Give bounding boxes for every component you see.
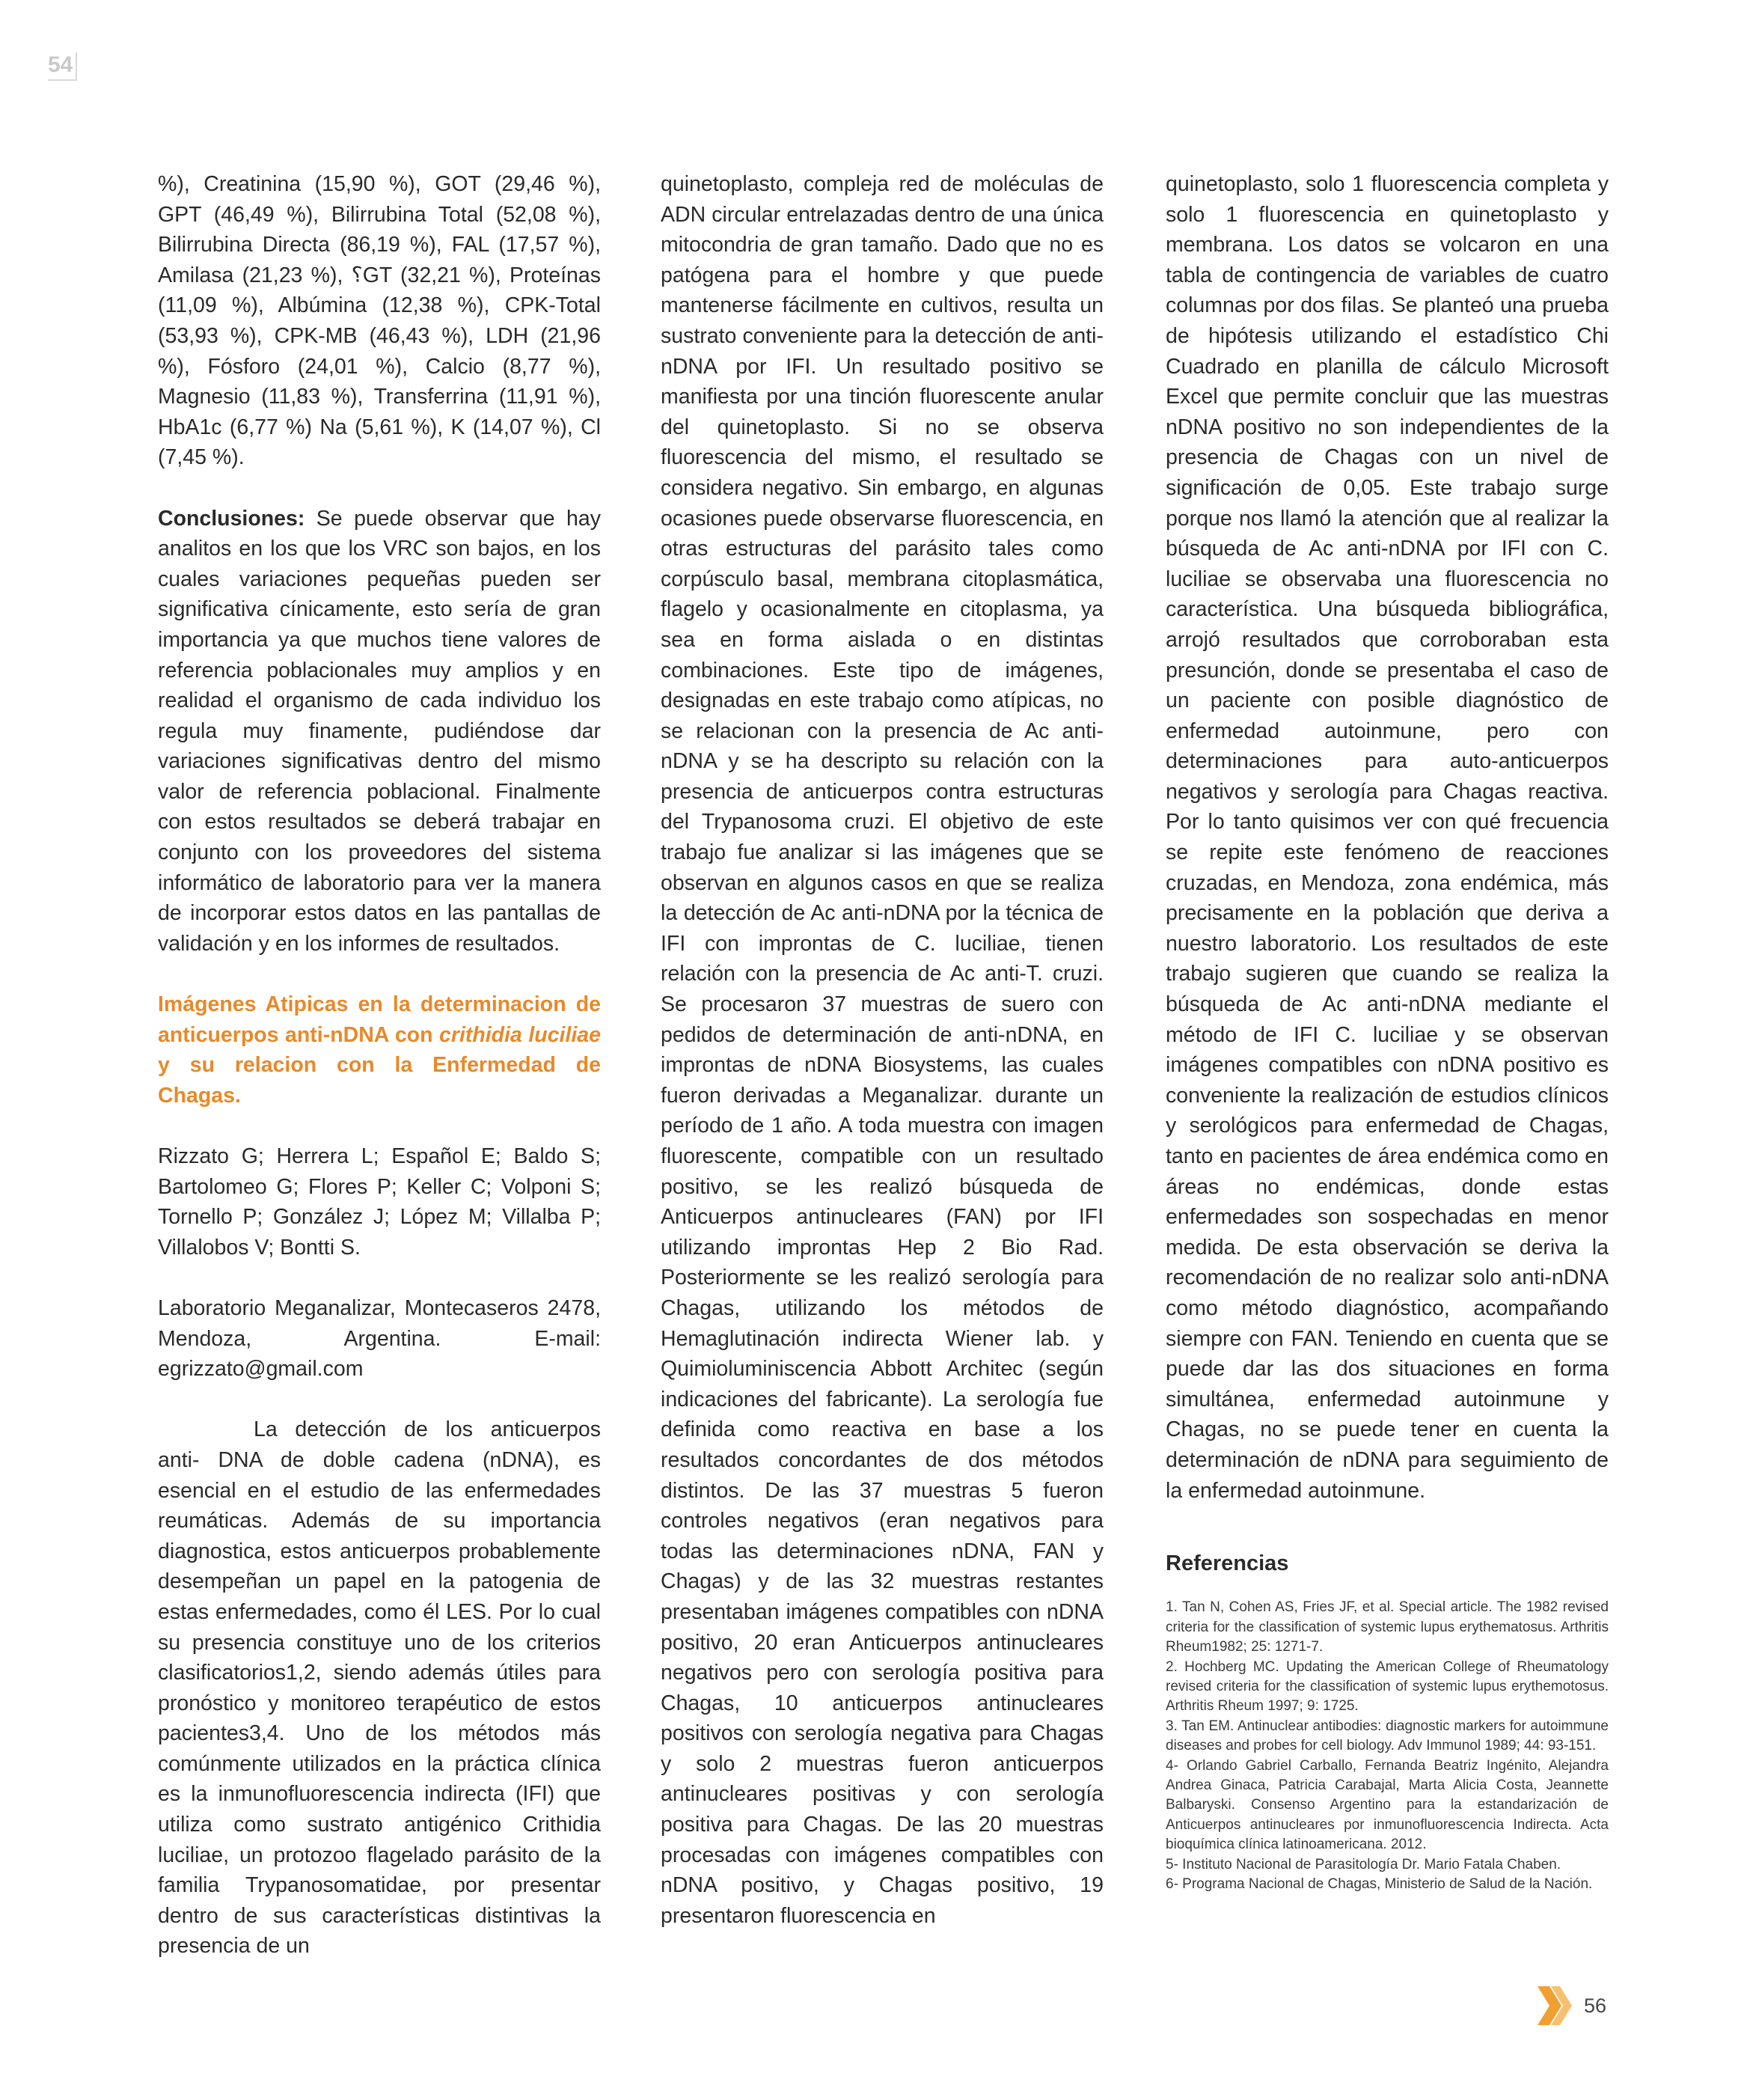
column-3 xyxy=(1166,169,1609,1894)
references-list xyxy=(1166,1598,1609,1894)
double-chevron-right-icon xyxy=(1538,1986,1575,2025)
column-1 xyxy=(158,169,601,1962)
intro-paragraph: La detección de los anticuerpos anti- DNA de doble cadena (nDNA), es esencial en el estudio de las enfermedades reumáticas. Además de su importancia diagnostica, estos anticuerpos probablemente desempeñan un papel en la patogenia de estas enfermedades, como él LES. Por lo cual su presencia constituye uno de los criterios clasificatorios1,2, siendo además útiles para pronóstico y monitoreo terapéutico de estos pacientes3,4. Uno de los métodos más comúnmente utilizados en la práctica clínica es la inmunofluorescencia indirecta (IFI) que utiliza como sustrato antigénico Crithidia luciliae, un protozoo flagelado parásito de la familia Trypanosomatidae, por presentar dentro de sus características distintivas la presencia de un xyxy=(158,1417,601,1959)
reference-item: 1. Tan N, Cohen AS, Fries JF, et al. Special article. The 1982 revised criteria for the classification of systemic lupus erythematosus. Arthritis Rheum1982; 25: 1271-7. xyxy=(1166,1599,1609,1655)
conclusions-label: Conclusiones: xyxy=(158,506,305,531)
methods-paragraph: quinetoplasto, compleja red de moléculas de ADN circular entrelazadas dentro de una única mitocondria de gran tamaño. Dado que no es patógena para el hombre y que puede mantenerse fácilmente en cultivos, resulta un sustrato conveniente para la detección de anti-nDNA por IFI. Un resultado positivo se manifiesta por una tinción fluorescente anular del quinetoplasto. Si no se observa fluorescencia del mismo, el resultado se considera negativo. Sin embargo, en algunas ocasiones puede observarse fluorescencia, en otras estructuras del parásito tales como corpúsculo basal, membrana citoplasmática, flagelo y ocasionalmente en citoplasma, ya sea en forma aislada o en distintas combinaciones. Este tipo de imágenes, designadas en este trabajo como atípicas, no se relacionan con la presencia de Ac anti-nDNA y se ha descripto su relación con la presencia de anticuerpos contra estructuras del Trypanosoma cruzi. El objetivo de este trabajo fue analizar si las imágenes que se observan en algunos casos en que se realiza la detección de Ac anti-nDNA por la técnica de IFI con improntas de C. luciliae, tienen relación con la presencia de Ac anti-T. cruzi. Se procesaron 37 muestras de suero con pedidos de determinación de anti-nDNA, en improntas de nDNA Biosystems, las cuales fueron derivadas a Meganalizar. durante un período de 1 año. A toda muestra con imagen fluorescente, compatible con un resultado positivo, se les realizó búsqueda de Anticuerpos antinucleares (FAN) por IFI utilizando improntas Hep 2 Bio Rad. Posteriormente se les realizó serología para Chagas, utilizando los métodos de Hemaglutinación indirecta Wiener lab. y Quimioluminiscencia Abbott Architec (según indicaciones del fabricante). La serología fue definida como reactiva en base a los resultados concordantes de dos métodos distintos. De las 37 muestras 5 fueron controles negativos (eran negativos para todas las determinaciones nDNA, FAN y Chagas) y de las 32 muestras restantes presentaban imágenes compatibles con nDNA positivo, 20 eran Anticuerpos antinucleares negativos pero con serología positiva para Chagas, 10 anticuerpos antinucleares positivos con serología negativa para Chagas y solo 2 muestras fueron anticuerpos antinucleares positivas y con serología positiva para Chagas. De las 20 muestras procesadas con imágenes compatibles con nDNA positivo, y Chagas positivo, 19 presentaron fluorescencia en xyxy=(661,172,1104,1928)
affiliation: Laboratorio Meganalizar, Montecaseros 2478, Mendoza, Argentina. E-mail: egrizzato@gmail.com xyxy=(158,1295,601,1382)
column-2 xyxy=(661,169,1104,1931)
title-italic: crithidia luciliae xyxy=(439,1022,601,1047)
references-title: Referencias xyxy=(1166,1551,1289,1575)
conclusions-paragraph xyxy=(158,504,601,959)
results-continuation: %), Creatinina (15,90 %), GOT (29,46 %), GPT (46,49 %), Bilirrubina Total (52,08 %), Bilirrubina Directa (86,19 %), FAL (17,57 %), Amilasa (21,23 %), ⸮GT (32,21 %), Proteínas (11,09 %), Albúmina (12,38 %), CPK-Total (53,93 %), CPK-MB (46,43 %), LDH (21,96 %), Fósforo (24,01 %), Calcio (8,77 %), Magnesio (11,83 %), Transferrina (11,91 %), HbA1c (6,77 %) Na (5,61 %), K (14,07 %), Cl (7,45 %). xyxy=(158,172,601,470)
authors: Rizzato G; Herrera L; Español E; Baldo S; Bartolomeo G; Flores P; Keller C; Volponi S; Tornello P; González J; López M; Villalba P; Villalobos V; Bontti S. xyxy=(158,1144,601,1260)
title-part-2: y su relacion con la Enfermedad de Chagas. xyxy=(158,1053,601,1108)
reference-item: 6- Programa Nacional de Chagas, Ministerio de Salud de la Nación. xyxy=(1166,1876,1593,1892)
title-part-1: Imágenes Atipicas en la determinacion de anticuerpos anti-nDNA con xyxy=(158,992,601,1047)
reference-item: 4- Orlando Gabriel Carballo, Fernanda Beatriz Ingénito, Alejandra Andrea Ginaca, Patricia Carabajal, Marta Alicia Costa, Jeannette Balbaryski. Consenso Argentino para la estandarización de Anticuerpos antinucleares por inmunofluorescencia Indirecta. Acta bioquímica clínica latinoamericana. 2012. xyxy=(1166,1757,1609,1853)
reference-item: 5- Instituto Nacional de Parasitología Dr. Mario Fatala Chaben. xyxy=(1166,1856,1561,1872)
reference-item: 2. Hochberg MC. Updating the American College of Rheumatology revised criteria for the classification of systemic lupus erythemotosus. Arthritis Rheum 1997; 9: 1725. xyxy=(1166,1658,1609,1715)
page-number: 56 xyxy=(1584,1994,1607,2017)
corner-page-number: 54 xyxy=(48,52,77,81)
conclusions-text: Se puede observar que hay analitos en los que los VRC son bajos, en los cuales variaciones pequeñas pueden ser significativa cínicamente, esto sería de gran importancia ya que muchos tiene valores de referencia poblacionales muy amplios y en realidad el organismo de cada individuo los regula muy finamente, pudiéndose dar variaciones significativas dentro del mismo valor de referencia poblacional. Finalmente con estos resultados se deberá trabajar en conjunto con los proveedores del sistema informático de laboratorio para ver la manera de incorporar estos datos en las pantallas de validación y en los informes de resultados. xyxy=(158,506,601,956)
reference-item: 3. Tan EM. Antinuclear antibodies: diagnostic markers for autoimmune diseases and probes for cell biology. Adv Immunol 1989; 44: 93-151. xyxy=(1166,1718,1609,1754)
article-title xyxy=(158,989,601,1111)
discussion-paragraph: quinetoplasto, solo 1 fluorescencia completa y solo 1 fluorescencia en quinetoplasto y membrana. Los datos se volcaron en una tabla de contingencia de variables de cuatro columnas por dos filas. Se planteó una prueba de hipótesis utilizando el estadístico Chi Cuadrado en planilla de cálculo Microsoft Excel que permite concluir que las muestras nDNA positivo no son independientes de la presencia de Chagas con un nivel de significación de 0,05. Este trabajo surge porque nos llamó la atención que al realizar la búsqueda de Ac anti-nDNA por IFI con C. luciliae se observaba una fluorescencia no característica. Una búsqueda bibliográfica, arrojó resultados que corroboraban esta presunción, donde se presentaba el caso de un paciente con posible diagnóstico de enfermedad autoinmune, pero con determinaciones para auto-anticuerpos negativos y serología para Chagas reactiva. Por lo tanto quisimos ver con qué frecuencia se repite este fenómeno de reacciones cruzadas, en Mendoza, zona endémica, más precisamente en la población que deriva a nuestro laboratorio. Los resultados de este trabajo sugieren que cuando se realiza la búsqueda de Ac anti-nDNA mediante el método de IFI C. luciliae y se observan imágenes compatibles con nDNA positivo es conveniente la realización de estudios clínicos y serológicos para enfermedad de Chagas, tanto en pacientes de área endémica como en áreas no endémicas, donde estas enfermedades son sospechadas en menor medida. De esta observación se deriva la recomendación de no realizar solo anti-nDNA como método diagnóstico, acompañando siempre con FAN. Teniendo en cuenta que se puede dar las dos situaciones en forma simultánea, enfermedad autoinmune y Chagas, no se puede tener en cuenta la determinación de nDNA para seguimiento de la enfermedad autoinmune. xyxy=(1166,172,1609,1503)
page-footer xyxy=(1538,1986,1606,2025)
